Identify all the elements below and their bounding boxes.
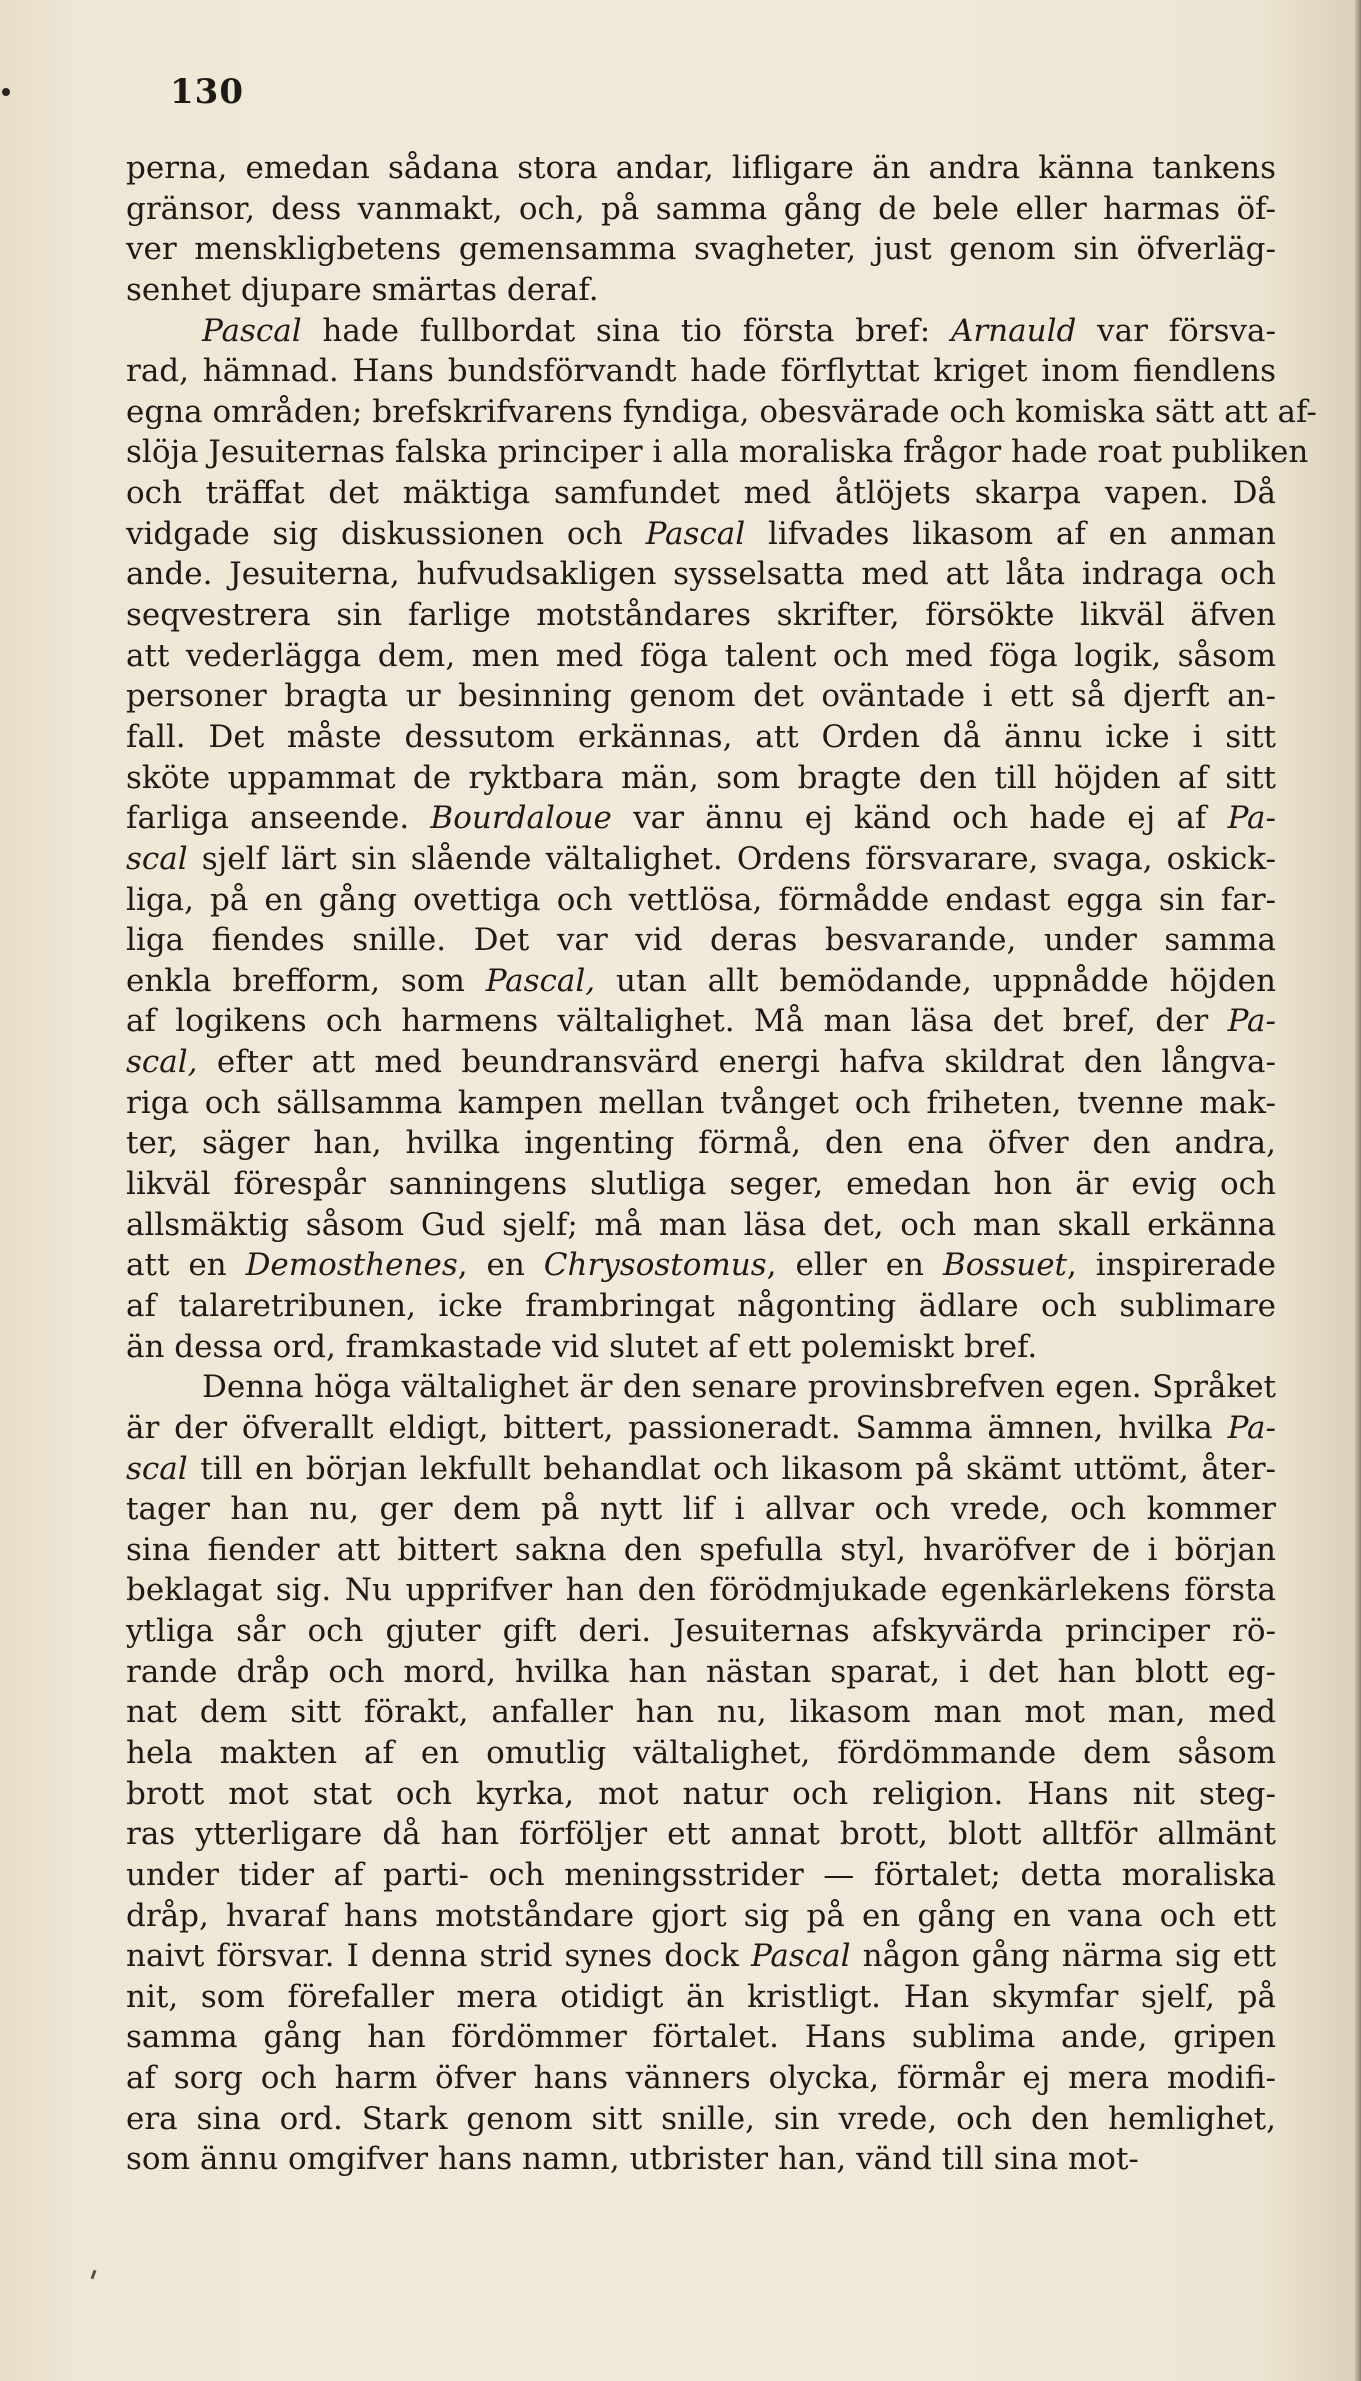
text-run: af sorg och harm öfver hans vänners olycka, förmår ej mera modifi- [126, 2060, 1276, 2097]
body-text [126, 148, 1317, 2180]
italic-name: Pa- [1227, 800, 1276, 837]
italic-name: Bourdaloue [430, 800, 612, 837]
text-line [126, 1570, 1276, 1611]
italic-name: Arnauld [950, 312, 1077, 349]
text-line [126, 2099, 1276, 2140]
text-line [126, 270, 1276, 311]
text-run: ytliga sår och gjuter gift deri. Jesuiternas afskyvärda principer rö- [126, 1613, 1276, 1650]
text-line [126, 1814, 1276, 1855]
paper-speck [91, 2270, 97, 2279]
text-run: nit, som förefaller mera otidigt än kristligt. Han skymfar sjelf, på [126, 1978, 1276, 2015]
text-line [126, 1123, 1276, 1164]
text-line [126, 636, 1276, 677]
text-run: efter att med beundransvärd energi hafva skildrat den långva- [197, 1044, 1276, 1081]
text-run: , eller en [766, 1247, 943, 1284]
text-run: slöja Jesuiternas falska principer i alla moraliska frågor hade roat publiken [126, 434, 1309, 471]
text-run: hela makten af en omutlig vältalighet, fördömmande dem såsom [126, 1734, 1276, 1771]
text-line [126, 1611, 1276, 1652]
text-line [126, 676, 1276, 717]
text-line [126, 1896, 1276, 1937]
margin-dot-mark [2, 88, 10, 96]
text-run: som ännu omgifver hans namn, utbrister han, vänd till sina mot- [126, 2141, 1139, 2178]
italic-name: scal, [126, 1044, 198, 1081]
text-run: rad, hämnad. Hans bundsförvandt hade förflyttat kriget inom fiendlens [126, 353, 1276, 390]
text-line [126, 2058, 1276, 2099]
text-line [126, 1327, 1276, 1368]
text-line [126, 554, 1276, 595]
text-line [126, 1001, 1276, 1042]
page-edge-shadow [1355, 0, 1361, 2381]
text-run: lifvades likasom af en anman [745, 515, 1277, 552]
text-run: ver menskligbetens gemensamma svagheter, just genom sin öfverläg- [126, 231, 1276, 268]
text-line [126, 1652, 1276, 1693]
text-run: fall. Det måste dessutom erkännas, att Orden då ännu icke i sitt [126, 718, 1276, 755]
text-line [126, 1936, 1276, 1977]
text-line [126, 1977, 1276, 2018]
text-run: af talaretribunen, icke frambringat någonting ädlare och sublimare [126, 1287, 1276, 1324]
italic-name: Chrysostomus [543, 1247, 767, 1284]
text-line [126, 717, 1276, 758]
text-run: någon gång närma sig ett [850, 1938, 1276, 1975]
text-run: till en början lekfullt behandlat och likasom på skämt uttömt, åter- [187, 1450, 1276, 1487]
text-run: samma gång han fördömmer förtalet. Hans sublima ande, gripen [126, 2019, 1276, 2056]
text-line [126, 1733, 1276, 1774]
italic-name: Pa- [1227, 1003, 1276, 1040]
italic-name: Pascal, [485, 962, 596, 999]
text-run: enkla brefform, som [126, 962, 486, 999]
text-line [126, 839, 1276, 880]
text-run: seqvestrera sin farlige motståndares skrifter, försökte likväl äfven [126, 597, 1276, 634]
text-line [126, 1489, 1276, 1530]
text-line [126, 595, 1276, 636]
text-run: gränsor, dess vanmakt, och, på samma gång de bele eller harmas öf- [126, 190, 1276, 227]
text-run: var ännu ej känd och hade ej af [611, 800, 1228, 837]
text-line [126, 1449, 1276, 1490]
text-line [126, 473, 1276, 514]
text-run: att vederlägga dem, men med föga talent och med föga logik, såsom [126, 637, 1276, 674]
italic-name: Bossuet [942, 1247, 1067, 1284]
text-line [126, 392, 1317, 433]
text-run: personer bragta ur besinning genom det oväntade i ett så djerft an- [126, 678, 1276, 715]
text-run: senhet djupare smärtas deraf. [126, 271, 599, 308]
text-run: era sina ord. Stark genom sitt snille, sin vrede, och den hemlighet, [126, 2100, 1276, 2137]
text-run: sköte uppammat de ryktbara män, som bragte den till höjden af sitt [126, 759, 1276, 796]
page-number: 130 [170, 72, 244, 112]
text-run: naivt försvar. I denna strid synes dock [126, 1938, 751, 1975]
text-run: beklagat sig. Nu upprifver han den förödmjukade egenkärlekens första [126, 1572, 1276, 1609]
italic-name: scal [126, 1450, 188, 1487]
text-line [126, 2139, 1276, 2180]
text-run: hade fullbordat sina tio första bref: [301, 312, 951, 349]
text-run: farliga anseende. [126, 800, 431, 837]
text-line [126, 1164, 1276, 1205]
text-run: rande dråp och mord, hvilka han nästan sparat, i det han blott eg- [126, 1653, 1276, 1690]
italic-name: Pascal [750, 1938, 851, 1975]
text-line [126, 1286, 1276, 1327]
italic-name: Demosthenes [245, 1247, 458, 1284]
text-run: brott mot stat och kyrka, mot natur och religion. Hans nit steg- [126, 1775, 1276, 1812]
text-run: tager han nu, ger dem på nytt lif i allvar och vrede, och kommer [126, 1491, 1276, 1528]
text-run: Denna höga vältalighet är den senare provinsbrefven egen. Språket [202, 1369, 1276, 1406]
text-line [126, 961, 1276, 1002]
text-line [126, 1205, 1276, 1246]
text-run: vidgade sig diskussionen och [126, 515, 646, 552]
text-run: liga, på en gång ovettiga och vettlösa, förmådde endast egga sin far- [126, 881, 1276, 918]
text-line [126, 2017, 1276, 2058]
text-line [126, 514, 1276, 555]
text-line [126, 351, 1276, 392]
text-run: och träffat det mäktiga samfundet med åtlöjets skarpa vapen. Då [126, 475, 1276, 512]
text-line [126, 1530, 1276, 1571]
text-run: sina fiender att bittert sakna den spefulla styl, hvaröfver de i början [126, 1531, 1276, 1568]
text-run: att en [126, 1247, 246, 1284]
text-run: riga och sällsamma kampen mellan tvånget och friheten, tvenne mak- [126, 1084, 1276, 1121]
text-run: liga fiendes snille. Det var vid deras besvarande, under samma [126, 922, 1276, 959]
text-line [126, 1367, 1276, 1408]
text-run: af logikens och harmens vältalighet. Må man läsa det bref, der [126, 1003, 1228, 1040]
text-run: nat dem sitt förakt, anfaller han nu, likasom man mot man, med [126, 1694, 1276, 1731]
text-line [126, 798, 1276, 839]
text-line [126, 1855, 1276, 1896]
text-run: dråp, hvaraf hans motståndare gjort sig på en gång en vana och ett [126, 1897, 1276, 1934]
text-run: var försva- [1076, 312, 1276, 349]
text-run: sjelf lärt sin slående vältalighet. Ordens försvarare, svaga, oskick- [187, 840, 1276, 877]
text-line [126, 1083, 1276, 1124]
text-run: under tider af parti- och meningsstrider — förtalet; detta moraliska [126, 1856, 1276, 1893]
text-line [126, 1042, 1276, 1083]
text-line [126, 1774, 1276, 1815]
text-run: är der öfverallt eldigt, bittert, passioneradt. Samma ämnen, hvilka [126, 1409, 1228, 1446]
text-line [126, 229, 1276, 270]
text-line [126, 311, 1276, 352]
text-line [126, 432, 1309, 473]
italic-name: Pascal [645, 515, 746, 552]
text-run: ter, säger han, hvilka ingenting förmå, den ena öfver den andra, [126, 1125, 1276, 1162]
text-line [126, 1245, 1276, 1286]
text-run: likväl förespår sanningens slutliga seger, emedan hon är evig och [126, 1166, 1276, 1203]
italic-name: scal [126, 840, 188, 877]
text-run: ras ytterligare då han förföljer ett annat brott, blott alltför allmänt [126, 1816, 1276, 1853]
text-line [126, 148, 1276, 189]
text-line [126, 1408, 1276, 1449]
text-run: än dessa ord, framkastade vid slutet af ett polemiskt bref. [126, 1328, 1038, 1365]
text-line [126, 758, 1276, 799]
text-run: allsmäktig såsom Gud sjelf; må man läsa det, och man skall erkänna [126, 1206, 1276, 1243]
text-run: ande. Jesuiterna, hufvudsakligen sysselsatta med att låta indraga och [126, 556, 1276, 593]
text-run: perna, emedan sådana stora andar, lifligare än andra känna tankens [126, 150, 1276, 186]
text-run: utan allt bemödande, uppnådde höjden [595, 962, 1276, 999]
italic-name: Pascal [202, 312, 302, 349]
italic-name: Pa- [1227, 1409, 1276, 1446]
text-line [126, 1692, 1276, 1733]
text-line [126, 920, 1276, 961]
text-run: , en [457, 1247, 544, 1284]
text-line [126, 880, 1276, 921]
text-line [126, 189, 1276, 230]
text-run: egna områden; brefskrifvarens fyndiga, obesvärade och komiska sätt att af- [126, 393, 1317, 430]
text-run: , inspirerade [1067, 1247, 1276, 1284]
